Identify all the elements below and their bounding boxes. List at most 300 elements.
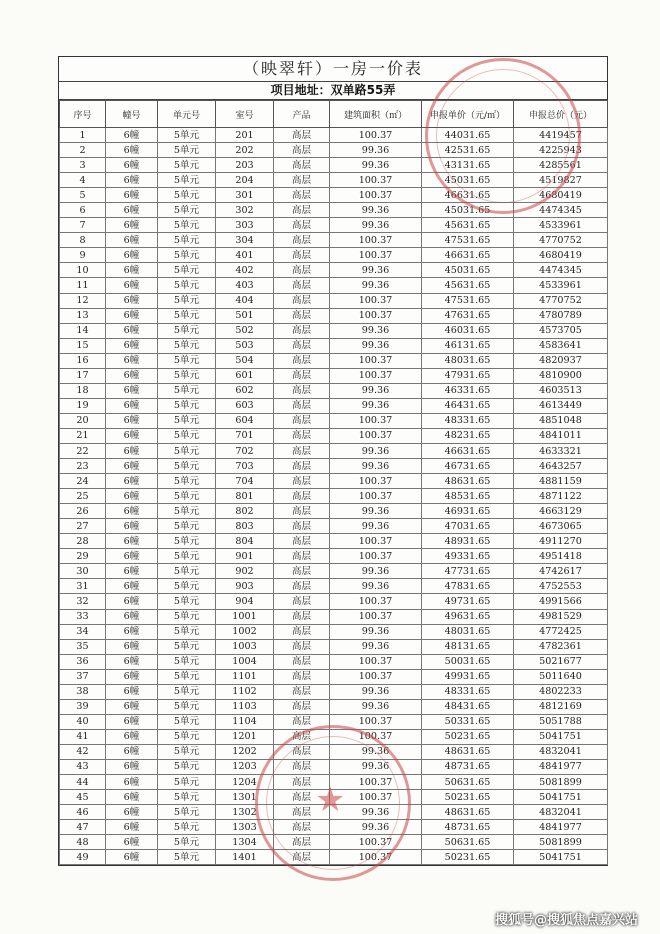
cell-product: 高层 (274, 654, 330, 669)
cell-building: 6幢 (106, 158, 158, 173)
cell-unit: 5单元 (158, 428, 216, 443)
cell-area: 100.37 (330, 293, 422, 308)
cell-index: 7 (60, 218, 106, 233)
cell-room: 803 (216, 519, 274, 534)
cell-area: 99.36 (330, 579, 422, 594)
cell-unit: 5单元 (158, 368, 216, 383)
cell-index: 34 (60, 624, 106, 639)
cell-unit: 5单元 (158, 293, 216, 308)
cell-unit: 5单元 (158, 714, 216, 729)
cell-total-price: 4851048 (514, 413, 608, 428)
cell-index: 30 (60, 564, 106, 579)
cell-index: 42 (60, 744, 106, 759)
cell-unit: 5单元 (158, 519, 216, 534)
cell-building: 6幢 (106, 428, 158, 443)
cell-area: 100.37 (330, 128, 422, 143)
cell-unit-price: 48631.65 (422, 744, 514, 759)
col-header-total-price: 申报总价（元） (514, 101, 608, 128)
cell-area: 99.36 (330, 459, 422, 474)
cell-index: 44 (60, 775, 106, 790)
cell-index: 33 (60, 609, 106, 624)
cell-unit: 5单元 (158, 835, 216, 850)
cell-product: 高层 (274, 744, 330, 759)
cell-room: 1203 (216, 759, 274, 774)
cell-product: 高层 (274, 835, 330, 850)
table-row (60, 654, 608, 669)
table-row (60, 669, 608, 684)
col-header-unit-price: 申报单价（元/㎡） (422, 101, 514, 128)
cell-area: 99.36 (330, 158, 422, 173)
cell-area: 100.37 (330, 609, 422, 624)
cell-product: 高层 (274, 459, 330, 474)
cell-index: 13 (60, 308, 106, 323)
cell-building: 6幢 (106, 383, 158, 398)
cell-index: 39 (60, 699, 106, 714)
cell-index: 25 (60, 489, 106, 504)
col-header-building: 幢号 (106, 101, 158, 128)
cell-index: 5 (60, 188, 106, 203)
cell-area: 100.37 (330, 775, 422, 790)
document-title: （映翠轩）一房一价表 (59, 57, 607, 82)
cell-index: 12 (60, 293, 106, 308)
cell-building: 6幢 (106, 579, 158, 594)
cell-total-price: 4663129 (514, 504, 608, 519)
cell-building: 6幢 (106, 790, 158, 805)
cell-product: 高层 (274, 805, 330, 820)
price-table (59, 100, 608, 865)
cell-unit: 5单元 (158, 534, 216, 549)
cell-room: 503 (216, 338, 274, 353)
cell-unit: 5单元 (158, 188, 216, 203)
cell-room: 203 (216, 158, 274, 173)
cell-building: 6幢 (106, 143, 158, 158)
cell-index: 24 (60, 474, 106, 489)
cell-building: 6幢 (106, 474, 158, 489)
table-row (60, 158, 608, 173)
cell-total-price: 5021677 (514, 654, 608, 669)
cell-building: 6幢 (106, 353, 158, 368)
cell-product: 高层 (274, 173, 330, 188)
cell-product: 高层 (274, 729, 330, 744)
cell-unit: 5单元 (158, 639, 216, 654)
cell-unit: 5单元 (158, 308, 216, 323)
cell-unit-price: 48931.65 (422, 534, 514, 549)
table-header-row (60, 101, 608, 128)
table-row (60, 143, 608, 158)
cell-area: 100.37 (330, 549, 422, 564)
table-row (60, 549, 608, 564)
cell-total-price: 4680419 (514, 188, 608, 203)
cell-index: 28 (60, 534, 106, 549)
cell-area: 99.36 (330, 383, 422, 398)
cell-unit: 5单元 (158, 218, 216, 233)
cell-area: 99.36 (330, 624, 422, 639)
cell-area: 100.37 (330, 594, 422, 609)
table-row (60, 413, 608, 428)
cell-index: 9 (60, 248, 106, 263)
table-row (60, 699, 608, 714)
table-row (60, 233, 608, 248)
cell-index: 48 (60, 835, 106, 850)
cell-index: 23 (60, 459, 106, 474)
cell-unit: 5单元 (158, 805, 216, 820)
cell-total-price: 4643257 (514, 459, 608, 474)
table-row (60, 805, 608, 820)
cell-total-price: 4419457 (514, 128, 608, 143)
table-row (60, 383, 608, 398)
cell-index: 15 (60, 338, 106, 353)
cell-room: 504 (216, 353, 274, 368)
cell-building: 6幢 (106, 744, 158, 759)
cell-product: 高层 (274, 489, 330, 504)
cell-building: 6幢 (106, 639, 158, 654)
cell-unit: 5单元 (158, 850, 216, 865)
cell-building: 6幢 (106, 699, 158, 714)
cell-room: 301 (216, 188, 274, 203)
cell-unit: 5单元 (158, 654, 216, 669)
cell-total-price: 4673065 (514, 519, 608, 534)
cell-building: 6幢 (106, 459, 158, 474)
cell-room: 1003 (216, 639, 274, 654)
cell-area: 100.37 (330, 233, 422, 248)
cell-unit-price: 49931.65 (422, 669, 514, 684)
cell-area: 99.36 (330, 564, 422, 579)
cell-building: 6幢 (106, 805, 158, 820)
cell-index: 19 (60, 398, 106, 413)
cell-room: 1101 (216, 669, 274, 684)
cell-area: 100.37 (330, 413, 422, 428)
table-row (60, 594, 608, 609)
table-row (60, 474, 608, 489)
cell-unit-price: 49731.65 (422, 594, 514, 609)
cell-unit-price: 45031.65 (422, 203, 514, 218)
cell-room: 1104 (216, 714, 274, 729)
cell-room: 901 (216, 549, 274, 564)
cell-total-price: 4573705 (514, 323, 608, 338)
table-row (60, 564, 608, 579)
cell-unit: 5单元 (158, 594, 216, 609)
cell-unit: 5单元 (158, 790, 216, 805)
cell-product: 高层 (274, 383, 330, 398)
cell-area: 100.37 (330, 248, 422, 263)
table-row (60, 203, 608, 218)
cell-area: 99.36 (330, 218, 422, 233)
table-row (60, 729, 608, 744)
cell-product: 高层 (274, 143, 330, 158)
cell-unit: 5单元 (158, 143, 216, 158)
cell-product: 高层 (274, 278, 330, 293)
cell-product: 高层 (274, 128, 330, 143)
cell-area: 99.36 (330, 699, 422, 714)
cell-total-price: 4782361 (514, 639, 608, 654)
cell-total-price: 4633321 (514, 443, 608, 458)
cell-area: 99.36 (330, 759, 422, 774)
cell-index: 1 (60, 128, 106, 143)
cell-building: 6幢 (106, 594, 158, 609)
cell-building: 6幢 (106, 128, 158, 143)
cell-unit: 5单元 (158, 820, 216, 835)
cell-total-price: 4533961 (514, 218, 608, 233)
cell-total-price: 5041751 (514, 790, 608, 805)
cell-unit-price: 46631.65 (422, 248, 514, 263)
table-body (60, 128, 608, 865)
cell-room: 902 (216, 564, 274, 579)
cell-total-price: 4991566 (514, 594, 608, 609)
table-row (60, 128, 608, 143)
cell-unit-price: 46731.65 (422, 459, 514, 474)
cell-room: 1001 (216, 609, 274, 624)
cell-total-price: 4752553 (514, 579, 608, 594)
table-row (60, 443, 608, 458)
source-watermark: 搜狐号@搜狐焦点嘉兴站 (494, 913, 638, 928)
cell-total-price: 4474345 (514, 203, 608, 218)
cell-unit-price: 48331.65 (422, 684, 514, 699)
cell-unit-price: 47931.65 (422, 368, 514, 383)
cell-building: 6幢 (106, 338, 158, 353)
cell-index: 8 (60, 233, 106, 248)
cell-area: 100.37 (330, 368, 422, 383)
cell-unit-price: 48031.65 (422, 624, 514, 639)
cell-total-price: 4841011 (514, 428, 608, 443)
cell-area: 100.37 (330, 489, 422, 504)
cell-total-price: 4881159 (514, 474, 608, 489)
cell-area: 100.37 (330, 534, 422, 549)
cell-room: 701 (216, 428, 274, 443)
table-row (60, 639, 608, 654)
cell-product: 高层 (274, 218, 330, 233)
cell-building: 6幢 (106, 308, 158, 323)
cell-product: 高层 (274, 338, 330, 353)
cell-building: 6幢 (106, 398, 158, 413)
cell-building: 6幢 (106, 564, 158, 579)
cell-unit-price: 47031.65 (422, 519, 514, 534)
cell-area: 99.36 (330, 504, 422, 519)
cell-unit: 5单元 (158, 233, 216, 248)
project-address: 项目地址：双单路55弄 (59, 82, 607, 100)
cell-building: 6幢 (106, 263, 158, 278)
cell-building: 6幢 (106, 534, 158, 549)
cell-room: 302 (216, 203, 274, 218)
cell-area: 99.36 (330, 684, 422, 699)
cell-unit-price: 46631.65 (422, 443, 514, 458)
cell-total-price: 4225943 (514, 143, 608, 158)
cell-unit: 5单元 (158, 684, 216, 699)
cell-area: 100.37 (330, 850, 422, 865)
cell-room: 1302 (216, 805, 274, 820)
table-row (60, 579, 608, 594)
cell-product: 高层 (274, 368, 330, 383)
cell-index: 49 (60, 850, 106, 865)
table-row (60, 308, 608, 323)
cell-index: 27 (60, 519, 106, 534)
cell-area: 99.36 (330, 398, 422, 413)
cell-unit-price: 48731.65 (422, 759, 514, 774)
cell-room: 502 (216, 323, 274, 338)
cell-building: 6幢 (106, 669, 158, 684)
cell-area: 99.36 (330, 443, 422, 458)
cell-unit: 5单元 (158, 459, 216, 474)
cell-unit-price: 46331.65 (422, 383, 514, 398)
cell-unit-price: 50631.65 (422, 835, 514, 850)
cell-unit: 5单元 (158, 504, 216, 519)
cell-room: 303 (216, 218, 274, 233)
cell-area: 99.36 (330, 338, 422, 353)
cell-room: 1202 (216, 744, 274, 759)
col-header-index: 序号 (60, 101, 106, 128)
cell-room: 1002 (216, 624, 274, 639)
table-row (60, 188, 608, 203)
cell-total-price: 4871122 (514, 489, 608, 504)
cell-unit-price: 48731.65 (422, 820, 514, 835)
cell-area: 100.37 (330, 308, 422, 323)
cell-total-price: 5081899 (514, 835, 608, 850)
cell-unit-price: 50231.65 (422, 729, 514, 744)
cell-total-price: 4742617 (514, 564, 608, 579)
cell-index: 37 (60, 669, 106, 684)
cell-unit: 5单元 (158, 775, 216, 790)
cell-room: 604 (216, 413, 274, 428)
cell-building: 6幢 (106, 714, 158, 729)
table-row (60, 504, 608, 519)
cell-area: 100.37 (330, 353, 422, 368)
cell-unit-price: 48631.65 (422, 474, 514, 489)
cell-room: 601 (216, 368, 274, 383)
cell-building: 6幢 (106, 609, 158, 624)
cell-unit: 5单元 (158, 173, 216, 188)
cell-room: 404 (216, 293, 274, 308)
cell-unit: 5单元 (158, 323, 216, 338)
cell-index: 6 (60, 203, 106, 218)
cell-total-price: 4533961 (514, 278, 608, 293)
cell-building: 6幢 (106, 759, 158, 774)
cell-product: 高层 (274, 534, 330, 549)
cell-building: 6幢 (106, 323, 158, 338)
cell-unit-price: 48131.65 (422, 639, 514, 654)
table-row (60, 759, 608, 774)
cell-room: 1301 (216, 790, 274, 805)
cell-unit: 5单元 (158, 624, 216, 639)
cell-unit-price: 50031.65 (422, 654, 514, 669)
cell-unit-price: 45031.65 (422, 263, 514, 278)
col-header-room: 室号 (216, 101, 274, 128)
cell-unit-price: 45631.65 (422, 218, 514, 233)
cell-unit-price: 48231.65 (422, 428, 514, 443)
cell-room: 401 (216, 248, 274, 263)
cell-unit-price: 46431.65 (422, 398, 514, 413)
cell-room: 801 (216, 489, 274, 504)
cell-index: 20 (60, 413, 106, 428)
table-row (60, 173, 608, 188)
cell-unit-price: 48531.65 (422, 489, 514, 504)
cell-index: 10 (60, 263, 106, 278)
cell-unit-price: 47531.65 (422, 233, 514, 248)
cell-index: 35 (60, 639, 106, 654)
cell-index: 31 (60, 579, 106, 594)
table-row (60, 398, 608, 413)
table-row (60, 714, 608, 729)
cell-total-price: 4603513 (514, 383, 608, 398)
cell-unit-price: 49331.65 (422, 549, 514, 564)
table-row (60, 323, 608, 338)
cell-index: 36 (60, 654, 106, 669)
table-row (60, 278, 608, 293)
cell-building: 6幢 (106, 173, 158, 188)
cell-unit: 5单元 (158, 203, 216, 218)
cell-building: 6幢 (106, 368, 158, 383)
cell-unit: 5单元 (158, 413, 216, 428)
cell-product: 高层 (274, 639, 330, 654)
cell-unit-price: 48431.65 (422, 699, 514, 714)
cell-building: 6幢 (106, 624, 158, 639)
cell-unit: 5单元 (158, 338, 216, 353)
cell-room: 501 (216, 308, 274, 323)
cell-index: 4 (60, 173, 106, 188)
cell-building: 6幢 (106, 443, 158, 458)
cell-product: 高层 (274, 353, 330, 368)
cell-building: 6幢 (106, 549, 158, 564)
cell-room: 201 (216, 128, 274, 143)
cell-area: 99.36 (330, 278, 422, 293)
cell-product: 高层 (274, 790, 330, 805)
cell-product: 高层 (274, 609, 330, 624)
cell-index: 41 (60, 729, 106, 744)
table-row (60, 624, 608, 639)
cell-unit: 5单元 (158, 669, 216, 684)
cell-room: 1103 (216, 699, 274, 714)
cell-total-price: 4519827 (514, 173, 608, 188)
cell-room: 402 (216, 263, 274, 278)
cell-unit: 5单元 (158, 759, 216, 774)
cell-building: 6幢 (106, 293, 158, 308)
cell-unit-price: 44031.65 (422, 128, 514, 143)
cell-product: 高层 (274, 669, 330, 684)
cell-product: 高层 (274, 188, 330, 203)
cell-room: 304 (216, 233, 274, 248)
cell-index: 32 (60, 594, 106, 609)
cell-room: 602 (216, 383, 274, 398)
cell-product: 高层 (274, 398, 330, 413)
table-row (60, 368, 608, 383)
cell-unit: 5单元 (158, 474, 216, 489)
cell-area: 100.37 (330, 790, 422, 805)
cell-building: 6幢 (106, 775, 158, 790)
cell-unit: 5单元 (158, 744, 216, 759)
cell-area: 99.36 (330, 323, 422, 338)
cell-unit-price: 50631.65 (422, 775, 514, 790)
cell-building: 6幢 (106, 835, 158, 850)
cell-product: 高层 (274, 519, 330, 534)
cell-product: 高层 (274, 158, 330, 173)
col-header-product: 产品 (274, 101, 330, 128)
cell-unit-price: 47531.65 (422, 293, 514, 308)
table-row (60, 218, 608, 233)
cell-building: 6幢 (106, 519, 158, 534)
cell-building: 6幢 (106, 218, 158, 233)
cell-unit-price: 50231.65 (422, 790, 514, 805)
cell-total-price: 4832041 (514, 805, 608, 820)
cell-area: 100.37 (330, 428, 422, 443)
cell-unit-price: 47731.65 (422, 564, 514, 579)
cell-room: 704 (216, 474, 274, 489)
cell-total-price: 5041751 (514, 729, 608, 744)
cell-total-price: 4770752 (514, 233, 608, 248)
cell-area: 100.37 (330, 474, 422, 489)
cell-product: 高层 (274, 293, 330, 308)
cell-product: 高层 (274, 775, 330, 790)
cell-building: 6幢 (106, 654, 158, 669)
cell-area: 100.37 (330, 669, 422, 684)
cell-product: 高层 (274, 699, 330, 714)
